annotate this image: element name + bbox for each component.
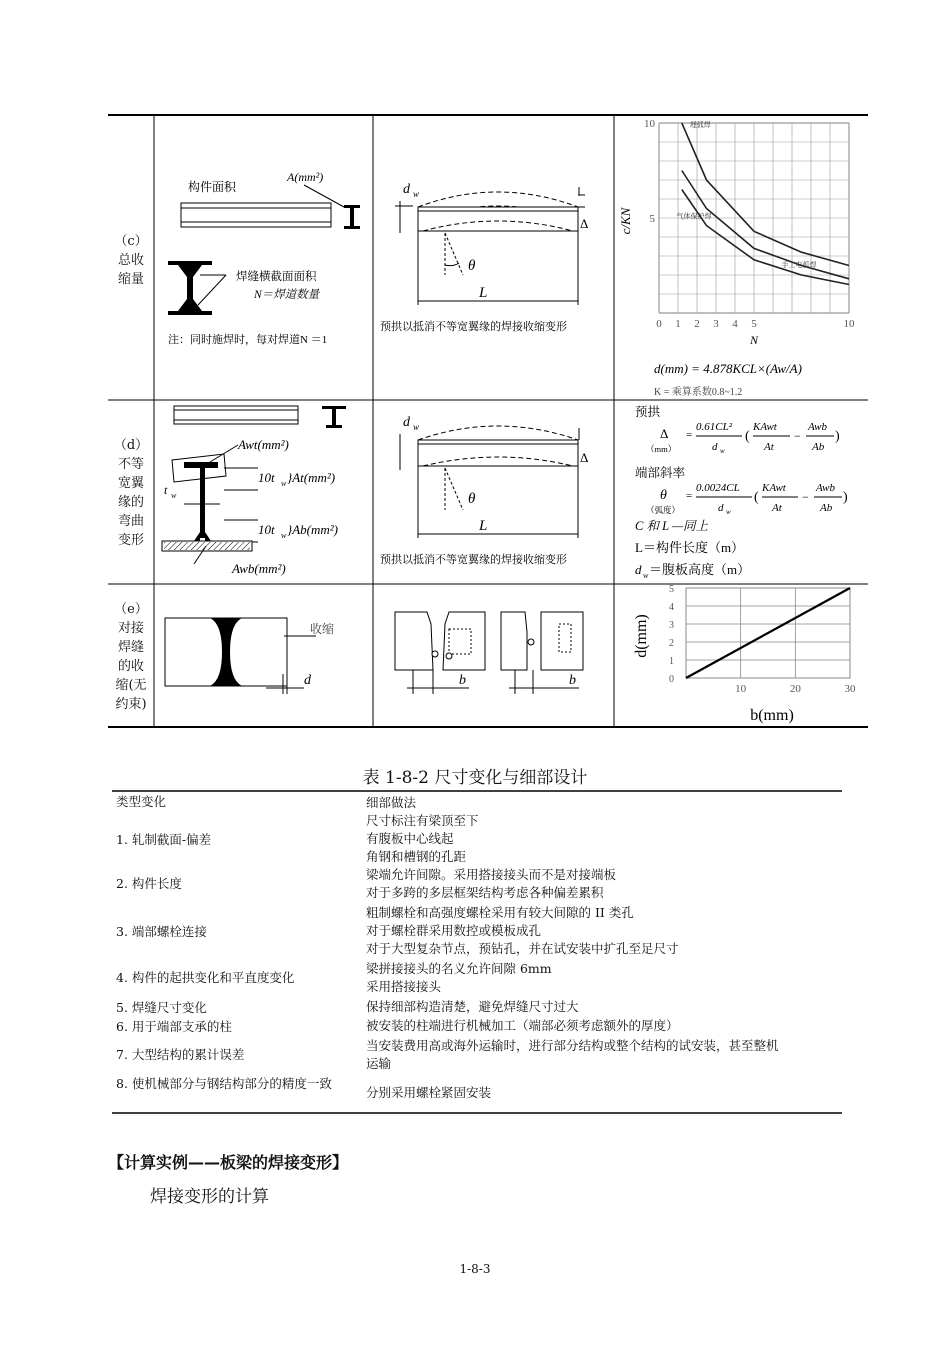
- y-tick-label: 5: [669, 584, 674, 595]
- delta-label: Δ: [580, 216, 589, 231]
- theta-label: θ: [468, 491, 476, 507]
- label-line: 变形: [117, 533, 144, 548]
- row-detail: 当安装费用高或海外运输时，进行部分结构或整个结构的试安装，甚至整机: [366, 1038, 779, 1053]
- b-label: b: [459, 673, 466, 688]
- series-label: 气体保护焊: [676, 212, 712, 221]
- y-axis-label: c/KN: [618, 207, 633, 235]
- eq1-num: 0.61CL²: [696, 421, 733, 433]
- y-tick-label: 2: [669, 638, 674, 649]
- row-detail: 梁拼接接头的名义允许间隙 6mm: [366, 961, 552, 976]
- row-detail: 保持细部构造清楚，避免焊缝尺寸过大: [366, 999, 579, 1014]
- dw-definition-symbol: d: [635, 562, 642, 577]
- detail-table: [112, 790, 842, 1115]
- chart-formula: d(mm) = 4.878KCL×(Aw/A): [654, 361, 802, 376]
- row-detail: 对于螺栓群采用数控或模板成孔: [366, 923, 542, 938]
- series-label: 手工电弧焊: [781, 261, 817, 269]
- dw-sub: w: [413, 189, 420, 199]
- row-detail: 对于多跨的多层框架结构考虑各种偏差累积: [366, 885, 604, 900]
- y-tick-label: 10: [644, 118, 655, 130]
- camber-heading: 预拱: [635, 405, 661, 419]
- weld-section-icon: [168, 261, 226, 315]
- label-line: 的收: [117, 659, 144, 674]
- awb-num: Awb: [808, 421, 827, 433]
- area-label: 构件面积: [188, 180, 237, 194]
- row-label-e: [108, 600, 154, 714]
- row-detail: 被安装的柱端进行机械加工（端部必须考虑额外的厚度）: [366, 1018, 679, 1033]
- x-tick-label: 20: [789, 683, 801, 695]
- fig-d-camber: [373, 400, 614, 584]
- chart-series: [677, 120, 850, 285]
- table-caption: 表 1-8-2 尺寸变化与细部设计: [362, 768, 588, 788]
- label-line: 弯曲: [117, 514, 144, 529]
- at-unit: }At(mm²): [287, 470, 336, 485]
- at-den: At: [764, 441, 774, 453]
- row-type: 6. 用于端部支承的柱: [116, 1019, 232, 1034]
- dw-label: d: [403, 415, 410, 430]
- awt-label: Awt(mm²): [238, 437, 289, 452]
- svg-text:(: (: [745, 429, 750, 444]
- row-type: 2. 构件长度: [116, 876, 182, 891]
- beam-elevation: [181, 203, 331, 227]
- fig-e-grooves: [373, 584, 614, 727]
- row-detail: 角钢和槽钢的孔距: [366, 849, 467, 864]
- ab-unit: }Ab(mm²): [287, 522, 338, 537]
- k-awt: KAwt: [762, 482, 786, 494]
- row-detail: 有腹板中心线起: [366, 831, 454, 846]
- row-type: 8. 使机械部分与钢结构部分的精度一致: [116, 1076, 332, 1091]
- header-details: 细部做法: [366, 795, 417, 810]
- shrinkage-chart: [614, 115, 868, 400]
- k-awt: KAwt: [753, 421, 777, 433]
- series-line: [682, 171, 849, 279]
- label-line: 缘的: [117, 495, 144, 510]
- label-line: 缩(无: [115, 678, 147, 693]
- awb-num: Awb: [816, 482, 835, 494]
- dw-definition: ＝腹板高度（m）: [649, 562, 751, 577]
- i-section-icon: [322, 406, 346, 428]
- row-detail: 粗制螺栓和高强度螺栓采用有较大间隙的 II 类孔: [366, 905, 634, 920]
- k-note: K = 乘算系数0.8~1.2: [654, 387, 743, 398]
- x-axis-label: N: [749, 333, 759, 347]
- l-definition: L＝构件长度（m）: [635, 540, 745, 555]
- example-subtitle: 焊接变形的计算: [150, 1187, 269, 1207]
- chart-series: [686, 588, 850, 678]
- camber-caption: 预拱以抵消不等宽翼缘的焊接收缩变形: [380, 321, 567, 333]
- weld-area-label: 焊缝横截面面积: [236, 271, 317, 283]
- svg-text:=: =: [686, 490, 693, 502]
- theta-unit: （弧度）: [646, 505, 681, 515]
- dw-sub: w: [643, 571, 649, 580]
- row-detail: 分别采用螺栓紧固安装: [366, 1085, 492, 1100]
- eq1-den: d: [712, 441, 718, 453]
- tw-sub: w: [281, 479, 287, 488]
- x-tick-label: 1: [675, 318, 681, 330]
- delta-unit: （mm）: [646, 444, 677, 454]
- series-line: [682, 123, 849, 266]
- theta-symbol: θ: [660, 488, 667, 503]
- row-label-c: [108, 232, 154, 289]
- row-detail: 梁端允许间隙。采用搭接接头而不是对接端板: [366, 867, 617, 882]
- web: [200, 468, 205, 538]
- label-line: 不等: [117, 457, 144, 472]
- row-label-d: [108, 436, 154, 550]
- fig-c-camber: [373, 115, 614, 400]
- series-label: 埋弧焊: [689, 121, 711, 129]
- label-line: 焊缝: [117, 640, 144, 655]
- dw-label: d: [403, 182, 410, 197]
- dw-sub: w: [726, 508, 731, 516]
- x-tick-label: 0: [656, 318, 662, 330]
- y-axis-label: d(mm): [633, 614, 650, 658]
- eq2-den: d: [718, 502, 724, 514]
- d-label: d: [304, 673, 311, 688]
- butt-weld-chart: [614, 584, 868, 727]
- x-tick-label: 10: [843, 318, 855, 330]
- ab-den: Ab: [820, 502, 833, 514]
- label-line: 宽翼: [117, 476, 144, 491]
- label-line: 缩量: [117, 272, 144, 287]
- label-line: （e）: [114, 602, 148, 617]
- row-type: 1. 轧制截面-偏差: [116, 832, 212, 847]
- svg-text:−: −: [802, 490, 809, 504]
- tw-sub: w: [171, 491, 177, 500]
- at-den: At: [772, 502, 782, 514]
- y-tick-label: 1: [669, 656, 674, 667]
- label-line: 总收: [117, 253, 144, 268]
- y-tick-label: 3: [669, 620, 674, 631]
- awb-label: Awb(mm²): [232, 561, 286, 576]
- x-tick-label: 10: [735, 683, 747, 695]
- svg-text:): ): [835, 429, 840, 444]
- label-line: （d）: [113, 438, 149, 453]
- row-type: 3. 端部螺栓连接: [116, 924, 207, 939]
- length-label: L: [479, 518, 488, 534]
- delta-label: Δ: [580, 450, 589, 465]
- x-tick-label: 30: [844, 683, 856, 695]
- weld-note: 注：同时施焊时，每对焊道N ＝1: [168, 334, 328, 346]
- length-label: L: [479, 285, 488, 301]
- row-type: 4. 构件的起拱变化和平直度变化: [116, 970, 295, 985]
- page-number: 1-8-3: [459, 1262, 491, 1276]
- row-detail: 运输: [366, 1056, 392, 1071]
- delta-symbol: Δ: [660, 426, 669, 441]
- svg-text:(: (: [754, 490, 759, 505]
- ab-den: Ab: [812, 441, 825, 453]
- fig-e-buttweld: [154, 584, 373, 727]
- x-tick-label: 2: [694, 318, 700, 330]
- y-tick-label: 4: [669, 602, 674, 613]
- tw-sub: w: [281, 531, 287, 540]
- row-type: 7. 大型结构的累计误差: [116, 1047, 245, 1062]
- x-tick-label: 5: [751, 318, 757, 330]
- dw-sub: w: [413, 422, 420, 432]
- chart-ticks: [644, 118, 855, 330]
- label-line: （c）: [114, 234, 148, 249]
- fig-c-area: [154, 115, 373, 400]
- series-line: [686, 588, 850, 678]
- shrink-label: 收缩: [310, 622, 335, 636]
- row-type: 5. 焊缝尺寸变化: [116, 1000, 207, 1015]
- i-section-icon: [344, 205, 360, 229]
- ab-label: 10t: [258, 522, 275, 537]
- camber-caption: 预拱以抵消不等宽翼缘的焊接收缩变形: [380, 554, 567, 566]
- example-title: 【计算实例——板梁的焊接变形】: [108, 1153, 349, 1172]
- theta-label: θ: [468, 258, 476, 274]
- c-l-note: C 和 L —同上: [635, 519, 709, 533]
- label-line: 对接: [117, 621, 144, 636]
- fig-d-section: [154, 400, 373, 584]
- x-tick-label: 4: [732, 318, 738, 330]
- row-detail: 采用搭接接头: [366, 979, 442, 994]
- formula-d: [614, 400, 868, 584]
- svg-text:−: −: [794, 429, 801, 443]
- x-tick-label: 3: [713, 318, 719, 330]
- row-detail: 尺寸标注有梁顶至下: [366, 813, 479, 828]
- dw-sub: w: [720, 447, 725, 455]
- header-type: 类型变化: [116, 794, 167, 809]
- eq2-num: 0.0024CL: [696, 482, 740, 494]
- label-line: 约束): [115, 697, 147, 712]
- y-tick-label: 0: [669, 674, 674, 685]
- svg-text:): ): [843, 490, 848, 505]
- slope-heading: 端部斜率: [635, 466, 686, 480]
- at-label: 10t: [258, 470, 275, 485]
- row-detail: 对于大型复杂节点，预钻孔，并在试安装中扩孔至足尺寸: [366, 941, 679, 956]
- y-tick-label: 5: [649, 213, 655, 225]
- svg-text:=: =: [686, 429, 693, 441]
- b-label: b: [569, 673, 576, 688]
- area-unit: A(mm²): [287, 170, 324, 184]
- tw-label: t: [164, 483, 168, 497]
- x-axis-label: b(mm): [750, 707, 794, 724]
- weld-count-label: N＝焊道数量: [254, 289, 320, 301]
